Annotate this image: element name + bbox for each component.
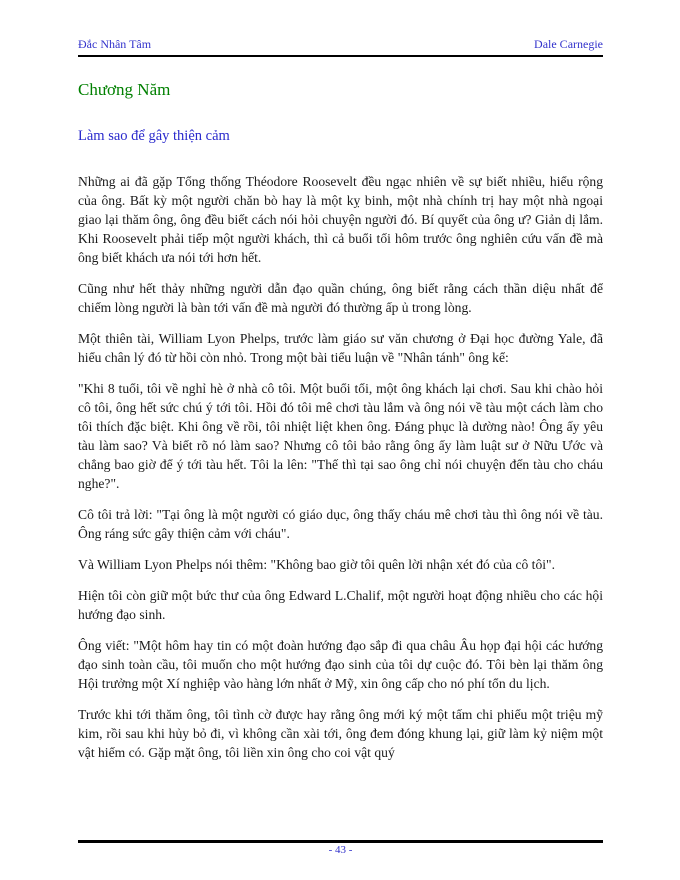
paragraph: Một thiên tài, William Lyon Phelps, trước làm giáo sư văn chương ở Đại học đường Yale, đã hiểu chân lý đó từ hồi còn nhỏ. Trong một bài tiểu luận về "Nhân tánh" ông kể:	[78, 331, 603, 366]
paragraph: Hiện tôi còn giữ một bức thư của ông Edward L.Chalif, một người hoạt động nhiều cho các hội hướng đạo sinh.	[78, 588, 603, 623]
page-header	[78, 37, 603, 57]
paragraph: Những ai đã gặp Tổng thống Théodore Roosevelt đều ngạc nhiên về sự biết nhiều, hiểu rộng của ông. Bất kỳ một người chăn bò hay là một kỵ binh, một nhà chính trị hay một nhà ngoại giao lại thăm ông, ông đều biết cách nói hỏi chuyện người đó. Bí quyết của ông ư? Giản dị lắm. Khi Roosevelt phải tiếp một người khách, thì cả buổi tối hôm trước ông nghiên cứu vấn đề mà ông biết khách ưa nói tới hơn hết.	[78, 174, 603, 266]
paragraph: Cô tôi trả lời: "Tại ông là một người có giáo dục, ông thấy cháu mê chơi tàu thì ông nói về tàu. Ông ráng sức gây thiện cảm với cháu".	[78, 507, 603, 542]
page-footer	[78, 840, 603, 856]
chapter-title: Chương Năm	[78, 80, 171, 99]
header-book-title: Đắc Nhân Tâm	[78, 37, 152, 51]
paragraph: Trước khi tới thăm ông, tôi tình cờ được hay rằng ông mới ký một tấm chi phiếu một triệu mỹ kim, rồi sau khi hủy bỏ đi, vì không cần xài tới, ông đem đóng khung lại, giữ làm kỷ niệm một vật hiếm có. Gặp mặt ông, tôi liền xin ông cho coi vật quý	[78, 707, 603, 761]
paragraph: Và William Lyon Phelps nói thêm: "Không bao giờ tôi quên lời nhận xét đó của cô tôi".	[78, 557, 555, 573]
paragraph: Ông viết: "Một hôm hay tin có một đoàn hướng đạo sắp đi qua châu Âu họp đại hội các hướng đạo sinh toàn cầu, tôi muốn cho một hướng đạo sinh của tôi dự cuộc đó. Tôi bèn lại thăm ông Hội trưởng một Xí nghiệp vào hàng lớn nhất ở Mỹ, xin ông cấp cho nó phí tổn du lịch.	[78, 638, 603, 692]
paragraph: Cũng như hết thảy những người dẫn đạo quần chúng, ông biết rằng cách thần diệu nhất để chiếm lòng người là bàn tới vấn đề mà người đó thường ấp ủ trong lòng.	[78, 281, 603, 316]
paragraph: "Khi 8 tuổi, tôi về nghỉ hè ở nhà cô tôi. Một buổi tối, một ông khách lại chơi. Sau khi chào hỏi cô tôi, ông hết sức chú ý tới tôi. Hồi đó tôi mê chơi tàu lắm và ông nói về tàu một cách làm cho tôi thích đặc biệt. Khi ông về rồi, tôi nhiệt liệt khen ông. Đáng phục là dường nào! Ông ấy yêu tàu làm sao? Và biết rõ nó làm sao? Nhưng cô tôi bảo rằng ông ấy làm luật sư ở Nữu Ước và chẳng bao giờ để ý tới tàu hết. Tôi la lên: "Thế thì tại sao ông chỉ nói chuyện đến tàu cho cháu nghe?".	[78, 381, 603, 492]
chapter-subtitle: Làm sao để gây thiện cảm	[78, 127, 230, 144]
page-number: - 43 -	[328, 844, 353, 856]
header-author-name: Dale Carnegie	[534, 37, 603, 51]
body-text	[78, 172, 603, 774]
